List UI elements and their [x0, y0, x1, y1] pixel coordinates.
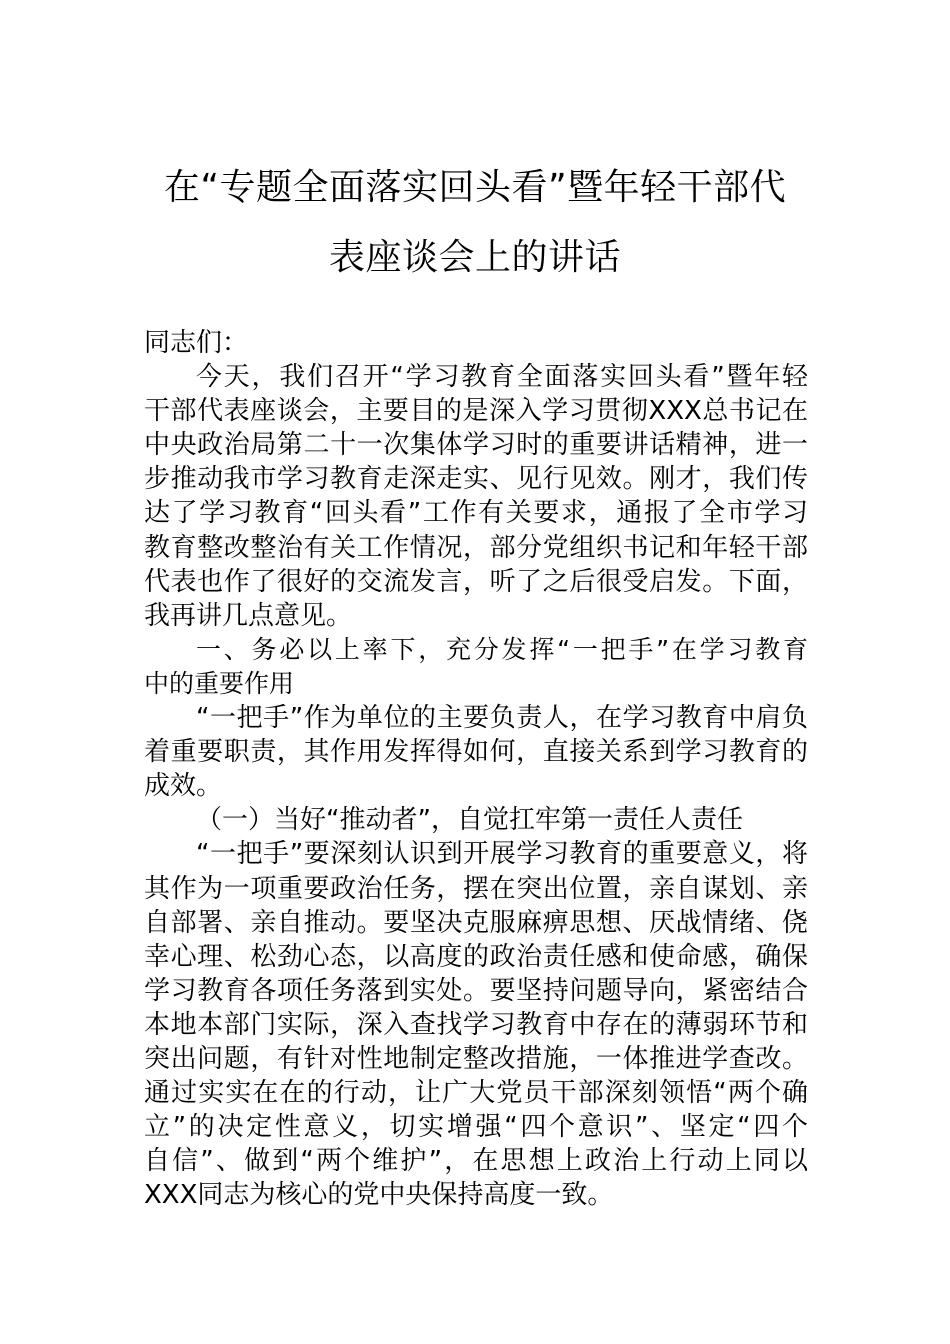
paragraph-line: “一把手”要深刻认识到开展学习教育的重要意义，将	[196, 839, 808, 870]
paragraph-line: 幸心理、松劲心态，以高度的政治责任感和使命感，确保	[144, 941, 808, 972]
paragraph-line: 教育整改整治有关工作情况，部分党组织书记和年轻干部	[144, 532, 808, 563]
paragraph-line: 自部署、亲自推动。要坚决克服麻痹思想、厌战情绪、侥	[144, 907, 808, 938]
paragraph-line: 干部代表座谈会，主要目的是深入学习贯彻XXX总书记在	[144, 396, 808, 427]
salutation: 同志们：	[144, 328, 249, 358]
paragraph-line: 通过实实在在的行动，让广大党员干部深刻领悟“两个确	[144, 1078, 808, 1109]
paragraph-line: 立”的决定性意义，切实增强“四个意识”、坚定“四个	[144, 1112, 808, 1143]
document-title-line-1: 在“专题全面落实回头看”暨年轻干部代	[163, 167, 787, 208]
paragraph-line: 突出问题，有针对性地制定整改措施，一体推进学查改。	[144, 1043, 808, 1074]
paragraph-line: 本地本部门实际，深入查找学习教育中存在的薄弱环节和	[144, 1009, 808, 1040]
paragraph-line: 今天，我们召开“学习教育全面落实回头看”暨年轻	[196, 362, 808, 393]
document-body	[144, 326, 808, 1212]
paragraph-line: 代表也作了很好的交流发言，听了之后很受启发。下面，	[144, 566, 808, 597]
subsection-heading: （一）当好“推动者”，自觉扛牢第一责任人责任	[196, 805, 743, 836]
paragraph-line: 其作为一项重要政治任务，摆在突出位置，亲自谋划、亲	[144, 873, 808, 904]
paragraph-line: “一把手”作为单位的主要负责人，在学习教育中肩负	[196, 703, 808, 734]
paragraph-line: 学习教育各项任务落到实处。要坚持问题导向，紧密结合	[144, 975, 808, 1006]
paragraph-line: 着重要职责，其作用发挥得如何，直接关系到学习教育的	[144, 737, 808, 768]
document-title-line-2: 表座谈会上的讲话	[328, 237, 621, 278]
paragraph-line: XXX同志为核心的党中央保持高度一致。	[144, 1180, 614, 1211]
paragraph-line: 步推动我市学习教育走深走实、见行见效。刚才，我们传	[144, 464, 808, 495]
paragraph-line: 中央政治局第二十一次集体学习时的重要讲话精神，进一	[144, 430, 808, 461]
section-heading-line: 中的重要作用	[144, 668, 295, 698]
paragraph-line: 自信”、做到“两个维护”，在思想上政治上行动上同以	[144, 1146, 808, 1177]
section-heading-line: 一、务必以上率下，充分发挥“一把手”在学习教育	[196, 634, 808, 664]
paragraph-line: 我再讲几点意见。	[144, 600, 353, 631]
paragraph-line: 达了学习教育“回头看”工作有关要求，通报了全市学习	[144, 498, 808, 529]
paragraph-line: 成效。	[144, 771, 223, 802]
